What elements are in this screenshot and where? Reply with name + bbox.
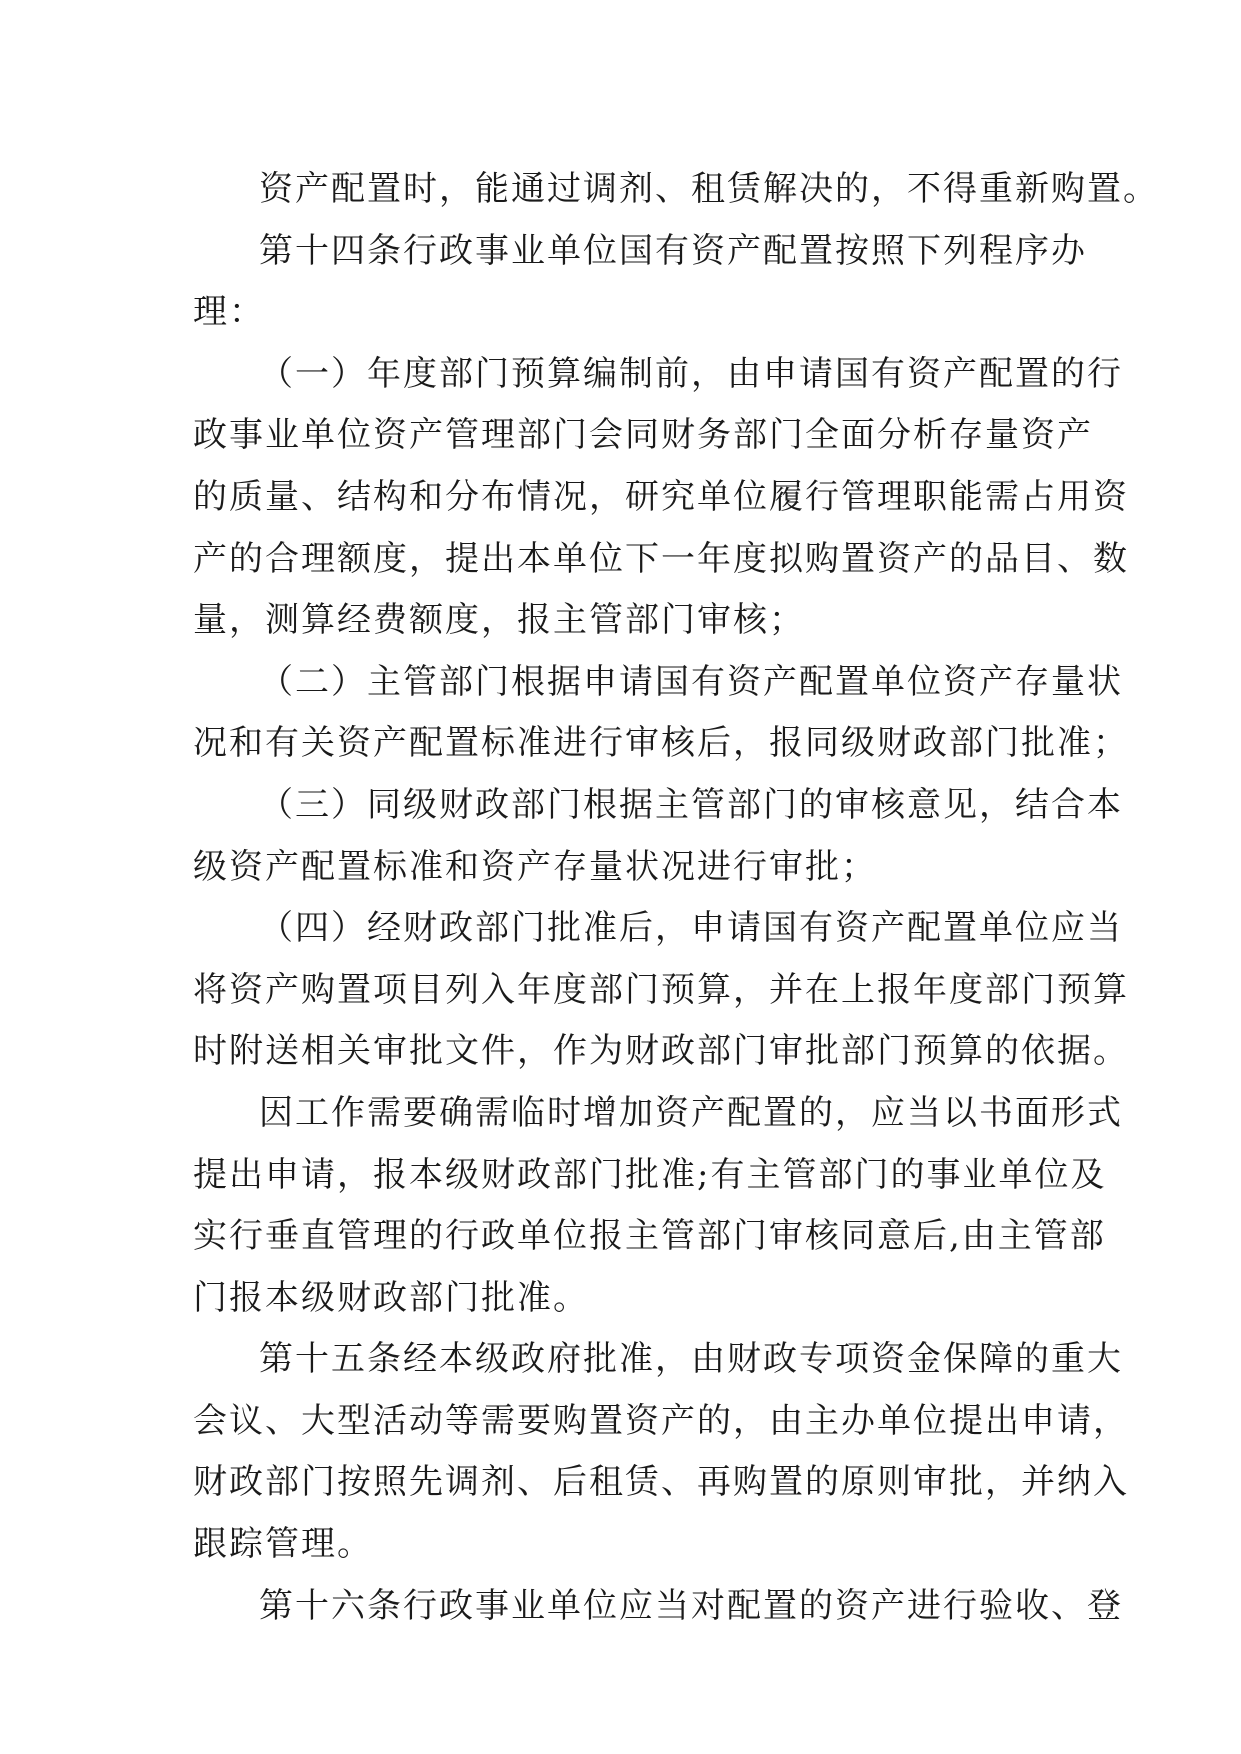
text-line: 理：	[193, 292, 265, 333]
text-line: （三）同级财政部门根据主管部门的审核意见，结合本	[259, 784, 1123, 825]
text-line: 门报本级财政部门批准。	[193, 1277, 589, 1318]
text-line: 提出申请，报本级财政部门批准;有主管部门的事业单位及	[193, 1154, 1107, 1195]
text-line: 量，测算经费额度，报主管部门审核；	[193, 600, 805, 641]
text-line: 第十四条行政事业单位国有资产配置按照下列程序办	[259, 230, 1087, 271]
text-line: 级资产配置标准和资产存量状况进行审批；	[193, 846, 877, 887]
text-line: 跟踪管理。	[193, 1524, 373, 1565]
text-line: 第十五条经本级政府批准，由财政专项资金保障的重大	[259, 1339, 1123, 1380]
text-line: 政事业单位资产管理部门会同财务部门全面分析存量资产	[193, 415, 1093, 456]
text-line: 因工作需要确需临时增加资产配置的，应当以书面形式	[259, 1092, 1123, 1133]
body-text	[193, 159, 1159, 1637]
text-line: 实行垂直管理的行政单位报主管部门审核同意后,由主管部	[193, 1216, 1106, 1257]
text-line: 资产配置时，能通过调剂、租赁解决的，不得重新购置。	[259, 169, 1159, 209]
text-line: 时附送相关审批文件，作为财政部门审批部门预算的依据。	[193, 1031, 1129, 1072]
text-line: （二）主管部门根据申请国有资产配置单位资产存量状	[259, 661, 1123, 702]
text-line: 况和有关资产配置标准进行审核后，报同级财政部门批准；	[193, 723, 1129, 764]
text-line: （一）年度部门预算编制前，由申请国有资产配置的行	[259, 353, 1123, 394]
text-line: 财政部门按照先调剂、后租赁、再购置的原则审批，并纳入	[193, 1462, 1129, 1503]
text-line: 将资产购置项目列入年度部门预算，并在上报年度部门预算	[193, 969, 1129, 1010]
text-line: （四）经财政部门批准后，申请国有资产配置单位应当	[259, 908, 1123, 949]
text-line: 会议、大型活动等需要购置资产的，由主办单位提出申请，	[193, 1400, 1129, 1441]
text-line: 的质量、结构和分布情况，研究单位履行管理职能需占用资	[193, 476, 1129, 517]
text-line: 产的合理额度，提出本单位下一年度拟购置资产的品目、数	[193, 538, 1129, 579]
text-line: 第十六条行政事业单位应当对配置的资产进行验收、登	[259, 1585, 1123, 1626]
